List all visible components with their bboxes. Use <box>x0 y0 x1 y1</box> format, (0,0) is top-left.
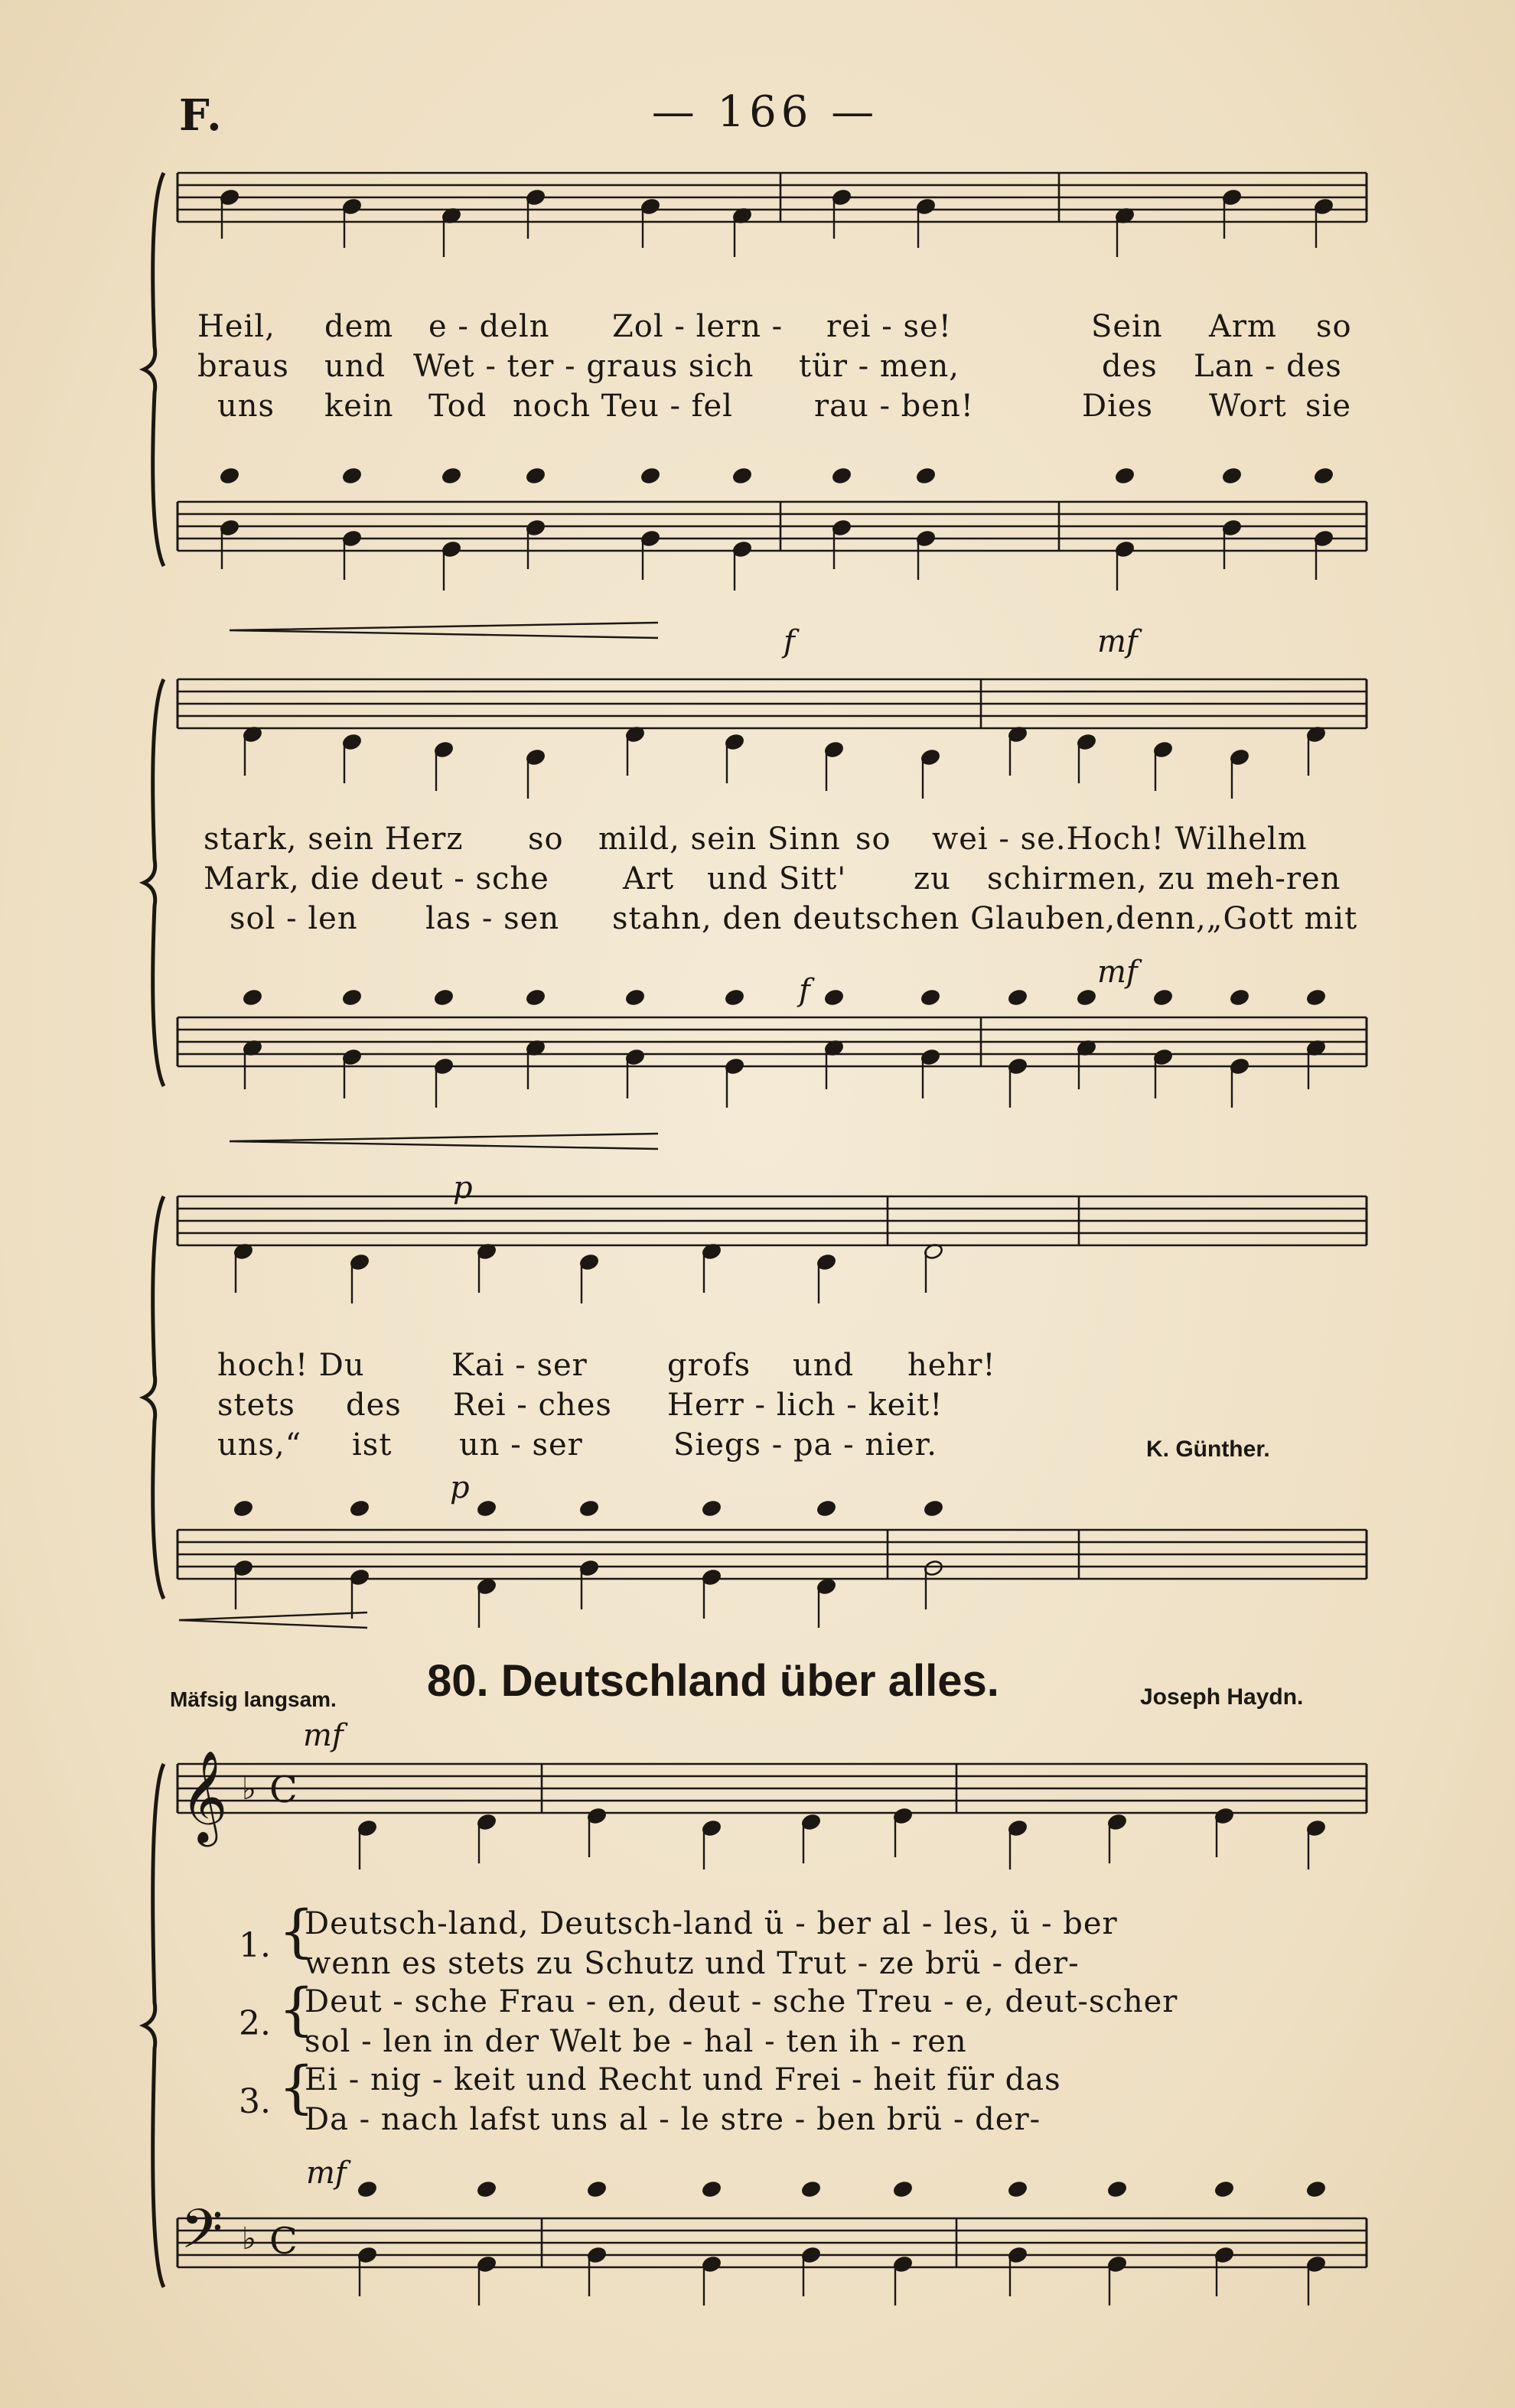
lyric-s2-l1-w0: stark, sein Herz <box>204 822 464 857</box>
sys1-mid-note-1 <box>342 467 362 484</box>
dynamic-piano-lower: p <box>450 1470 470 1505</box>
dynamic-forte: f <box>784 624 795 659</box>
lyric-s3-l2-w1: des <box>346 1388 402 1423</box>
sys2-mid-note-8 <box>1008 988 1028 1006</box>
sys3-mid-note-2 <box>477 1499 497 1517</box>
sys2-brace <box>144 679 164 1086</box>
lyric-s1-l1-w4: rei - se! <box>826 309 952 344</box>
lyric-s3-l1-w4: hehr! <box>907 1348 996 1383</box>
sys1-mid-note-9 <box>1222 467 1242 484</box>
verse-brace-1: { <box>279 1899 315 1964</box>
verse-number-1: 1. <box>239 1926 271 1965</box>
lyric-s1-l1-w6: Arm <box>1209 309 1277 344</box>
time-signature-bass: C <box>269 2220 298 2263</box>
sys2-crescendo <box>230 1134 658 1149</box>
sys1-mid-note-2 <box>441 467 461 484</box>
lyric-s1-l1-w3: Zol - lern - <box>612 309 784 344</box>
sys1-mid-note-0 <box>220 467 239 484</box>
lyric-s1-l2-w2: Wet - ter - graus sich <box>413 349 754 384</box>
lyric-s3-l1-w1: Kai - ser <box>451 1348 588 1383</box>
verse-number-3: 3. <box>239 2082 271 2121</box>
lyric-s2-l2-w1: Art <box>623 861 675 896</box>
lyric-s3-l3-w3: Siegs - pa - nier. <box>673 1427 938 1463</box>
sys1-brace <box>144 173 164 566</box>
sys1-mid-note-10 <box>1314 467 1334 484</box>
dynamic-piano: p <box>453 1170 473 1206</box>
sys3-decrescendo <box>179 1612 367 1628</box>
dynamic-mezzoforte: mf <box>1097 624 1138 659</box>
lyric-s1-l3-w1: kein <box>324 389 394 424</box>
lyric-s3-l3-w0: uns,“ <box>217 1427 302 1463</box>
sys3-mid-note-3 <box>579 1499 599 1517</box>
lyric-s1-l3-w3: noch Teu - fel <box>513 389 733 424</box>
lyric-s1-l1-w7: so <box>1316 309 1352 344</box>
song-mid-note-8 <box>1214 2180 1234 2198</box>
song-mid-note-5 <box>893 2180 913 2198</box>
sys2-mid-note-7 <box>920 988 940 1006</box>
verse-brace-3: { <box>279 2055 315 2120</box>
lyric-s1-l2-w3: tür - men, <box>799 349 960 384</box>
dynamic-mf-top: mf <box>303 1718 344 1753</box>
lyric-s1-l3-w4: rau - ben! <box>814 389 974 424</box>
verse-3-line-1: Ei - nig - keit und Recht und Frei - heit für das <box>305 2062 1061 2097</box>
verse-number-2: 2. <box>239 2004 271 2043</box>
lyric-s2-l2-w0: Mark, die deut - sche <box>204 861 549 896</box>
lyric-s3-l1-w2: grofs <box>667 1348 751 1383</box>
lyric-s3-l2-w3: Herr - lich - keit! <box>667 1388 943 1423</box>
sys3-mid-note-5 <box>816 1499 836 1517</box>
lyric-s1-l1-w1: dem <box>324 309 394 344</box>
song-mid-note-1 <box>477 2180 497 2198</box>
time-signature: C <box>269 1769 298 1811</box>
page-number: — 166 — <box>651 87 879 137</box>
verse-2-line-1: Deut - sche Frau - en, deut - sche Treu - e, deut-scher <box>305 1984 1178 2019</box>
lyric-s3-l1-w3: und <box>793 1348 855 1383</box>
song-mid-note-7 <box>1107 2180 1127 2198</box>
lyric-s1-l2-w4: des <box>1102 349 1158 384</box>
section-mark: F. <box>179 90 223 141</box>
bass-clef: 𝄢 <box>181 2198 223 2274</box>
dynamic-forte-lower: f <box>799 973 810 1008</box>
sys2-mid-note-12 <box>1306 988 1326 1006</box>
lyric-s1-l3-w5: Dies <box>1082 389 1154 424</box>
lyric-s1-l3-w2: Tod <box>428 389 487 424</box>
sys1-mid-note-6 <box>832 467 852 484</box>
lyric-s3-l1-w0: hoch! Du <box>217 1348 365 1383</box>
sys2-mid-note-2 <box>434 988 454 1006</box>
lyric-s2-l3-w2: stahn, den deutschen Glauben,denn,„Gott mit <box>612 901 1358 936</box>
lyric-s2-l3-w0: sol - len <box>230 901 358 936</box>
sys3-mid-note-1 <box>350 1499 370 1517</box>
sys1-crescendo <box>230 623 658 638</box>
lyric-s2-l2-w4: schirmen, zu meh-ren <box>987 861 1341 896</box>
treble-clef: 𝄞 <box>181 1749 228 1843</box>
sys2-mid-note-0 <box>243 988 262 1006</box>
lyric-s2-l2-w2: und Sitt' <box>707 861 847 896</box>
lyric-s1-l1-w5: Sein <box>1091 309 1163 344</box>
lyric-s3-l2-w0: stets <box>217 1388 295 1423</box>
lyric-s1-l1-w0: Heil, <box>197 309 275 344</box>
sys1-mid-note-3 <box>526 467 546 484</box>
sys3-mid-note-0 <box>233 1499 253 1517</box>
lyric-s2-l2-w3: zu <box>914 861 951 896</box>
sys1-mid-note-5 <box>732 467 752 484</box>
song-mid-note-0 <box>357 2180 377 2198</box>
song-title: 80. Deutschland über alles. <box>427 1656 999 1706</box>
sys2-mid-note-4 <box>625 988 645 1006</box>
verse-1-line-1: Deutsch-land, Deutsch-land ü - ber al - les, ü - ber <box>305 1906 1118 1941</box>
lyricist-credit: K. Günther. <box>1146 1437 1270 1462</box>
song-mid-note-6 <box>1008 2180 1028 2198</box>
sys1-mid-note-4 <box>640 467 660 484</box>
sys2-mid-note-1 <box>342 988 362 1006</box>
flat-sign-bass: ♭ <box>242 2221 256 2257</box>
lyric-s2-l1-w3: so <box>855 822 891 857</box>
dynamic-mezzoforte-lower: mf <box>1097 955 1138 990</box>
sys2-mid-note-6 <box>824 988 844 1006</box>
composer-credit: Joseph Haydn. <box>1140 1684 1304 1710</box>
verse-1-line-2: wenn es stets zu Schutz und Trut - ze brü - der- <box>305 1946 1080 1981</box>
tempo-marking: Mäfsig langsam. <box>170 1687 337 1711</box>
lyric-s3-l3-w1: ist <box>352 1427 393 1463</box>
sys2-mid-note-11 <box>1230 988 1249 1006</box>
song-mid-note-4 <box>801 2180 821 2198</box>
lyric-s2-l1-w4: wei - se.Hoch! Wilhelm <box>932 822 1308 857</box>
sys3-mid-note-6 <box>924 1499 943 1517</box>
lyric-s3-l2-w2: Rei - ches <box>453 1388 612 1423</box>
song-mid-note-3 <box>702 2180 722 2198</box>
dynamic-mf-bottom: mf <box>306 2156 347 2191</box>
lyric-s1-l3-w0: uns <box>217 389 275 424</box>
sys2-mid-note-9 <box>1077 988 1096 1006</box>
lyric-s2-l1-w2: mild, sein Sinn <box>598 822 841 857</box>
lyric-s2-l1-w1: so <box>528 822 564 857</box>
verse-3-line-2: Da - nach lafst uns al - le stre - ben brü - der- <box>305 2102 1041 2137</box>
sys1-mid-note-8 <box>1115 467 1135 484</box>
flat-sign: ♭ <box>242 1772 256 1807</box>
lyric-s1-l2-w0: braus <box>197 349 289 384</box>
lyric-s3-l3-w2: un - ser <box>459 1427 583 1463</box>
lyric-s1-l3-w6: Wort <box>1209 389 1287 424</box>
sys2-mid-note-10 <box>1153 988 1173 1006</box>
lyric-s1-l1-w2: e - deln <box>428 309 550 344</box>
song-brace <box>144 1764 164 2287</box>
sys3-brace <box>144 1196 164 1599</box>
lyric-s1-l3-w7: sie <box>1305 389 1351 424</box>
verse-2-line-2: sol - len in der Welt be - hal - ten ih - ren <box>305 2024 967 2059</box>
lyric-s1-l2-w5: Lan - des <box>1194 349 1342 384</box>
verse-brace-2: { <box>279 1977 315 2042</box>
sys3-mid-note-4 <box>702 1499 722 1517</box>
sys2-mid-note-5 <box>725 988 744 1006</box>
song-mid-note-9 <box>1306 2180 1326 2198</box>
song-mid-note-2 <box>587 2180 607 2198</box>
lyric-s1-l2-w1: und <box>324 349 386 384</box>
lyric-s2-l3-w1: las - sen <box>425 901 560 936</box>
sys1-mid-note-7 <box>916 467 936 484</box>
sys2-mid-note-3 <box>526 988 546 1006</box>
